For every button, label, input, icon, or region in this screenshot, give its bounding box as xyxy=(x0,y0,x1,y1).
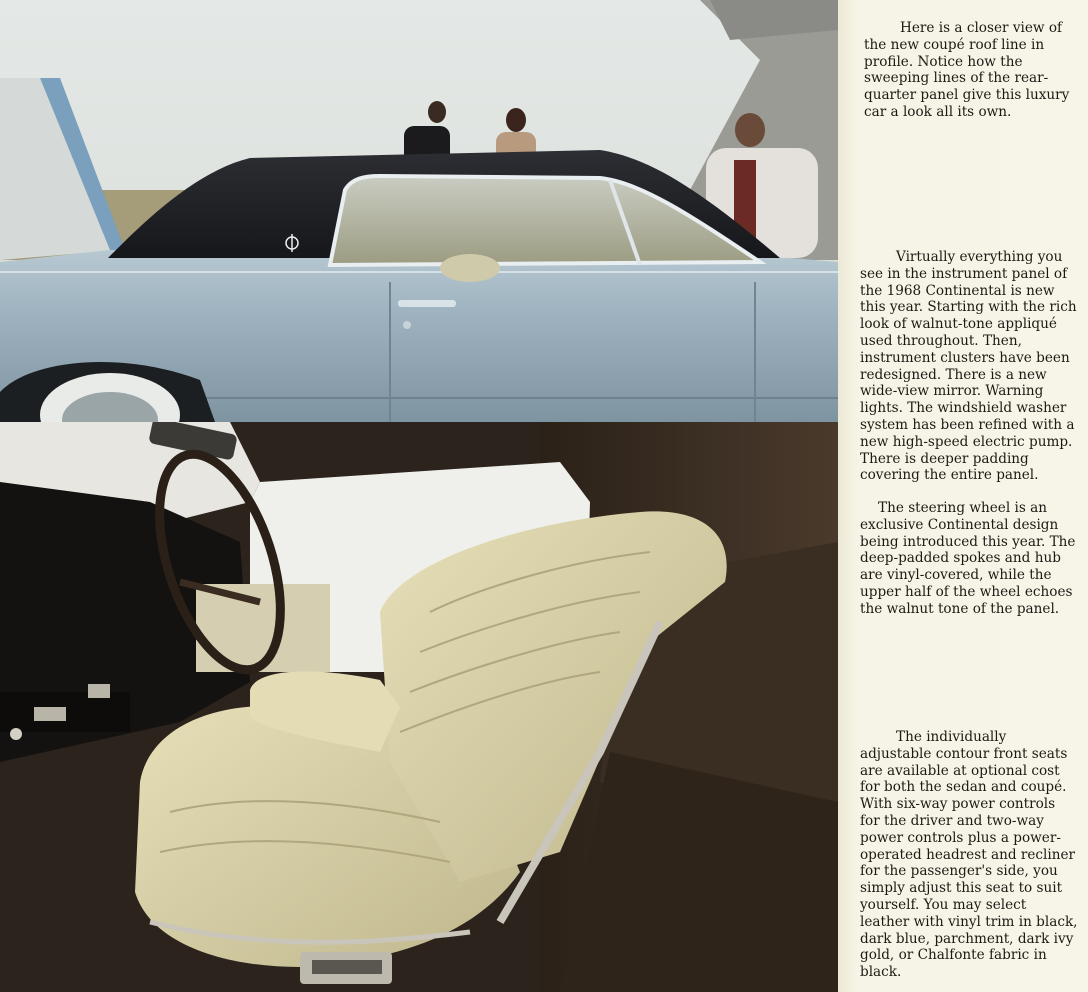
steering-wheel-paragraph xyxy=(860,500,1078,618)
steering-wheel-text: The steering wheel is an exclusive Continental design being introduced this year. The deep-padded spokes and hub are vinyl-covered, while the upper half of the wheel echoes the walnut tone of the panel. xyxy=(860,500,1076,617)
roof-line-text: Here is a closer view of the new coupé roof line in profile. Notice how the sweeping lines of the rear-quarter panel give this luxury car a look all its own. xyxy=(864,20,1070,120)
coupe-profile-photo xyxy=(0,0,838,422)
roof-line-paragraph xyxy=(864,20,1078,121)
copy-column xyxy=(838,0,1088,992)
seats-text: The individually adjustable contour front seats are available at optional cost for both the sedan and coupé. With six-way power controls for the driver and two-way power controls plus a power-operated headrest and recliner for the passenger's side, you simply adjust this seat to suit yourself. You may select leather with vinyl trim in black, dark blue, parchment, dark ivy gold, or Chalfonte fabric in black. xyxy=(860,729,1078,981)
front-seat-interior-photo xyxy=(0,422,838,992)
coupe-illustration xyxy=(0,0,838,422)
instrument-panel-text: Virtually everything you see in the instrument panel of the 1968 Continental is new this year. Starting with the rich look of walnut-tone appliqué used throughout. Then, instrument clusters have been redesigned. There is a new wide-view mirror. Warning lights. The windshield washer system has been refined with a new high-speed electric pump. There is deeper padding covering the entire panel. xyxy=(860,249,1077,484)
seats-paragraph xyxy=(860,729,1078,981)
instrument-panel-paragraph xyxy=(860,249,1078,484)
interior-illustration xyxy=(0,422,838,992)
